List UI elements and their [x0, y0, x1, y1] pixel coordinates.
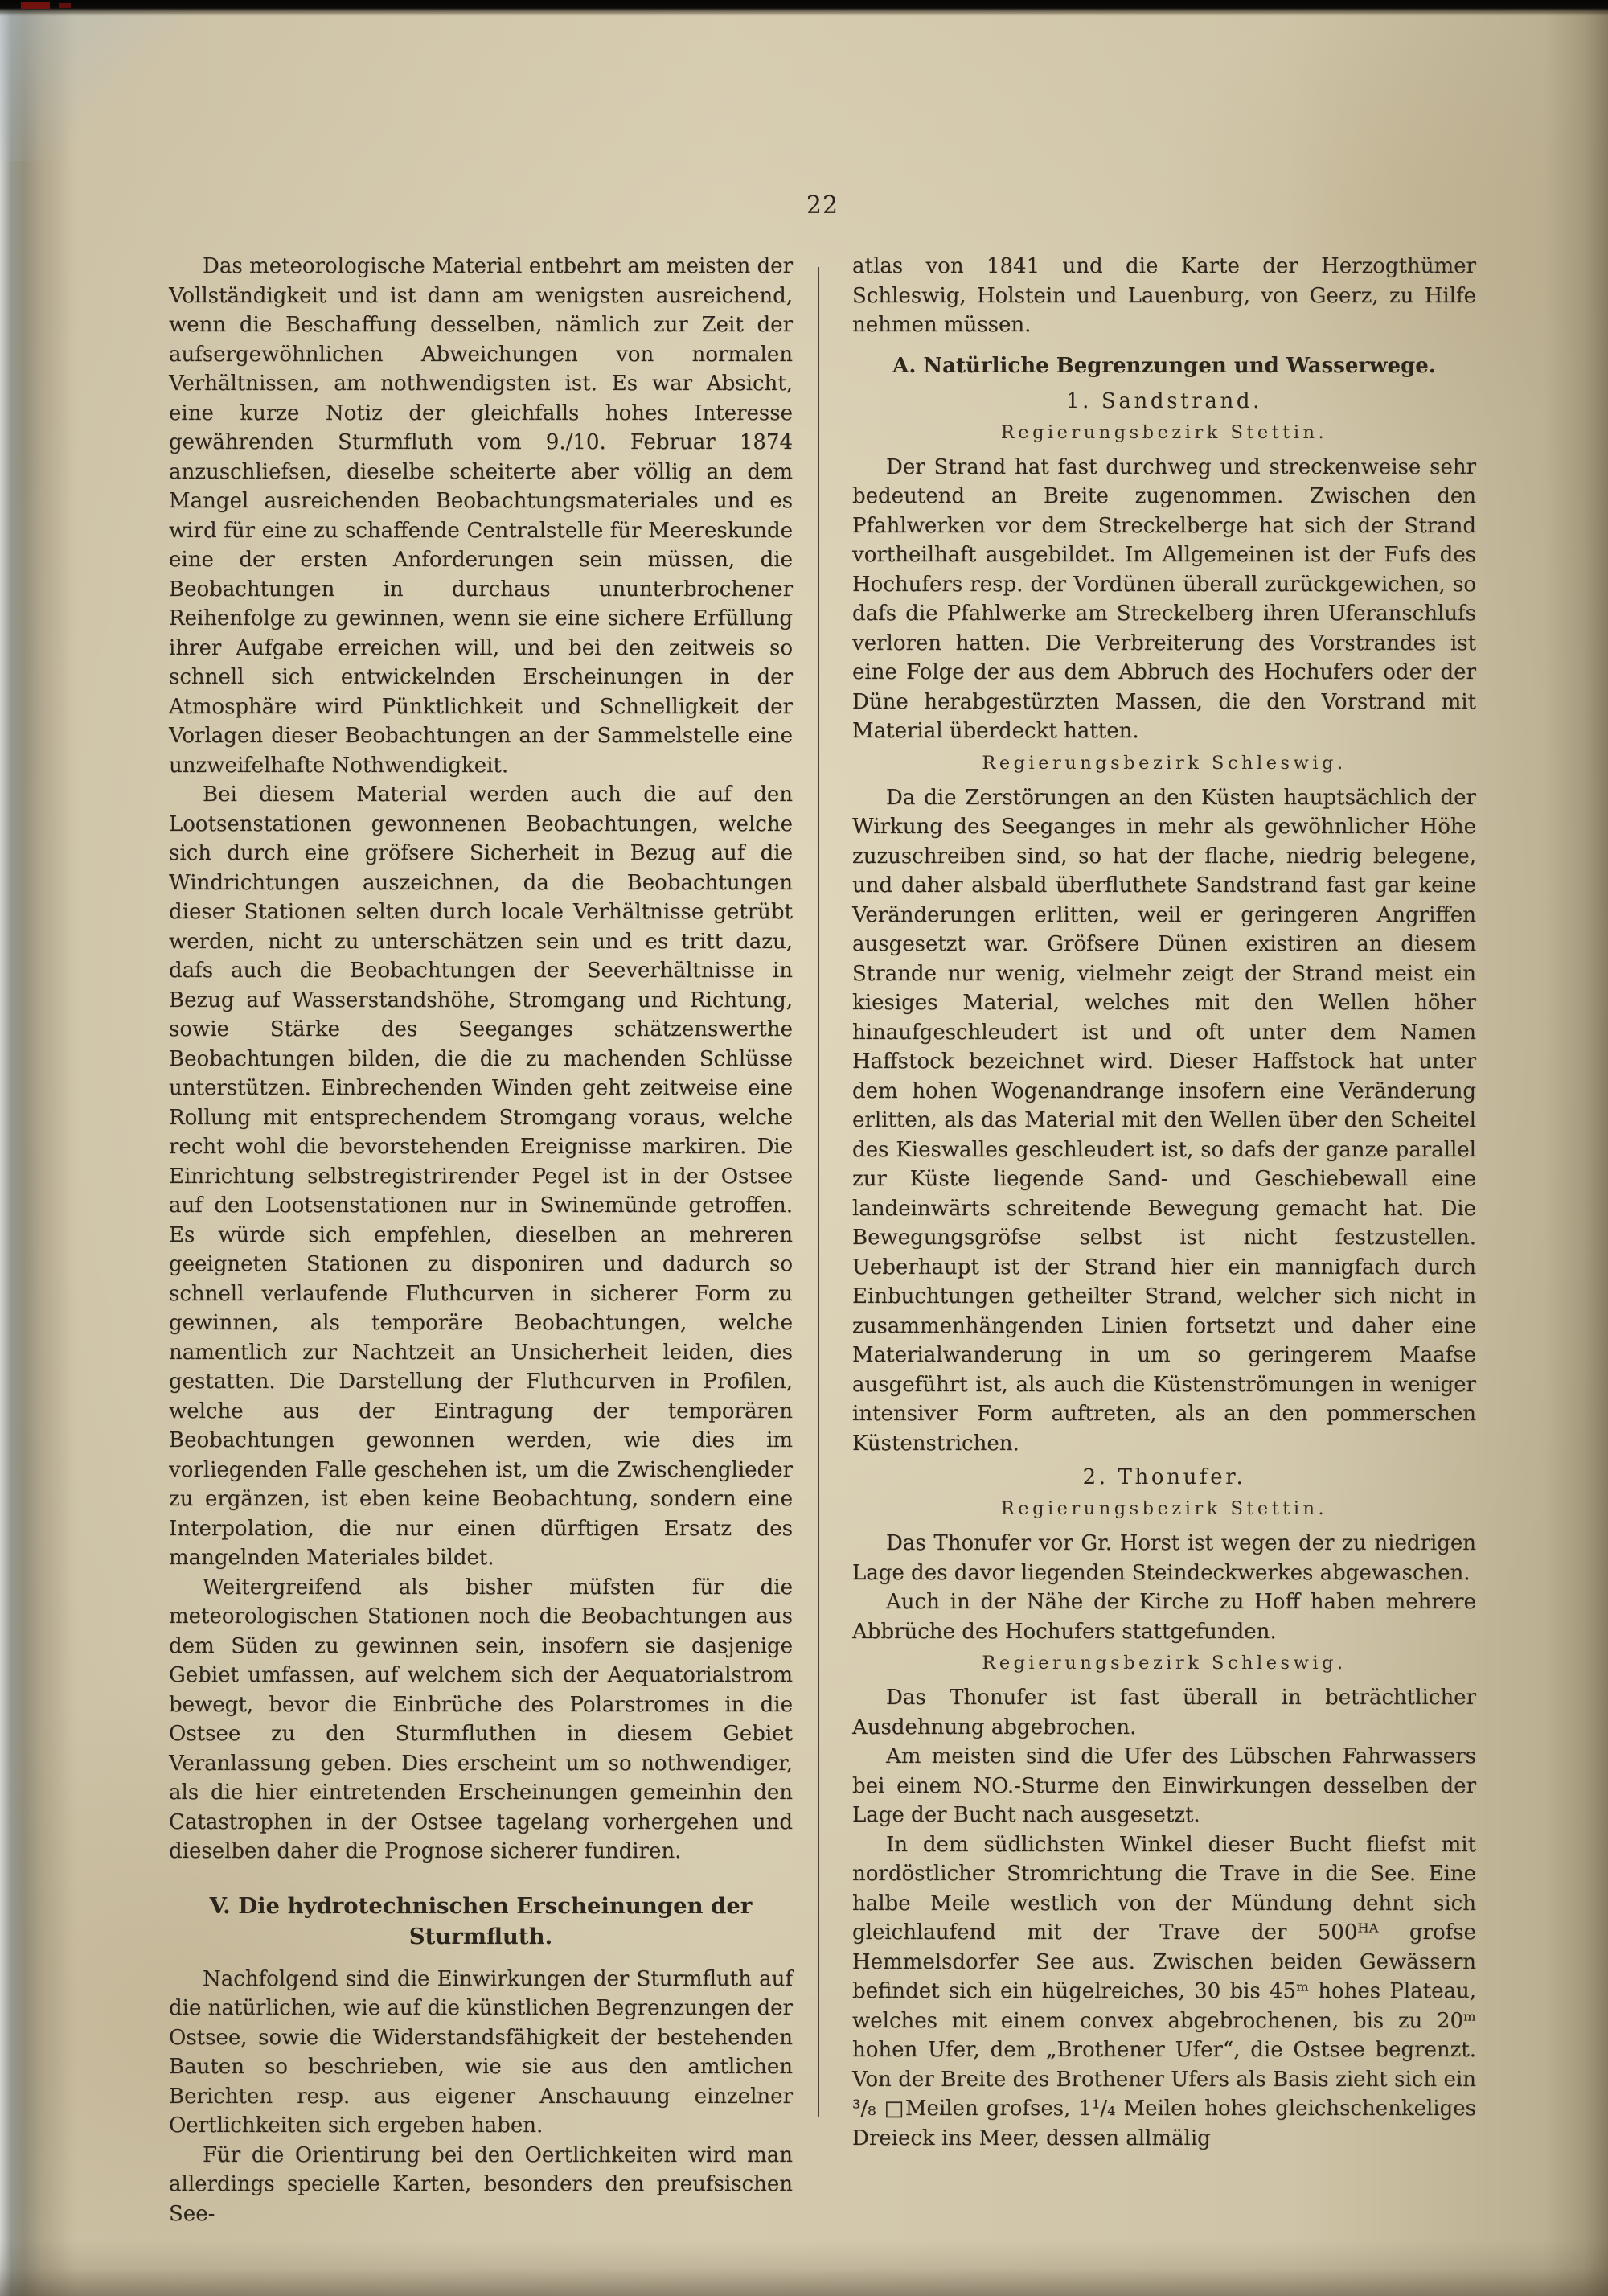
- scan-edge-right: [1544, 0, 1608, 2296]
- paragraph-orientirung: Für die Orientirung bei den Oertlichkeiten wird man allerdings specielle Karten, besonders den preufsischen See-: [169, 2142, 793, 2226]
- two-column-layout: [169, 252, 1476, 2228]
- paragraph-thonufer-schleswig: Das Thonufer ist fast überall in beträchtlicher Ausdehnung abgebrochen.: [852, 1686, 1476, 1739]
- paragraph-trave-hemmelsdorfer-see: In dem südlichsten Winkel dieser Bucht fliefst mit nordöstlicher Stromrichtung die Trave in die See. Eine halbe Meile westlich von der Mündung dehnt sich gleichlaufend mit der Trave der 500ᴴᴬ grofse Hemmelsdorfer See aus. Zwischen beiden Gewässern befindet sich ein hügelreiches, 30 bis 45ᵐ hohes Plateau, welches mit einem convex abgebrochenen, bis zu 20ᵐ hohen Ufer, dem „Brothener Ufer“, die Ostsee begrenzt. Von der Breite des Brothener Ufers als Basis zieht sich ein ³/₈ □Meilen grofses, 1¹/₄ Meilen hohes gleichschenkeliges Dreieck ins Meer, dessen allmälig: [852, 1832, 1476, 2150]
- paragraph-zerstoerungen-schleswig: Da die Zerstörungen an den Küsten hauptsächlich der Wirkung des Seeganges in mehr als gewöhnlicher Höhe zuzuschreiben sind, so hat der flache, niedrig belegene, und daher alsbald überfluthete Sandstrand fast gar keine Veränderungen erlitten, weil er geringeren Angriffen ausgesetzt war. Gröfsere Dünen existiren an diesem Strande nur wenig, vielmehr zeigt der Strand meist ein kiesiges Material, welches mit den Wellen höher hinaufgeschleudert ist und oft unter dem Namen Haffstock bezeichnet wird. Dieser Haffstock hat unter dem hohen Wogenandrange insofern eine Veränderung erlitten, als das Material mit den Wellen über den Scheitel des Kieswalles geschleudert ist, so dafs der ganze parallel zur Küste liegende Sand- und Geschiebewall eine landeinwärts schreitende Bewegung gemacht hat. Die Bewegungsgröfse selbst ist nicht festzustellen. Ueberhaupt ist der Strand hier ein mannigfach durch Einbuchtungen getheilter Strand, welcher sich nicht in zusammenhängenden Linien fortsetzt und daher eine Materialwanderung in um so geringerem Maafse ausgeführt ist, als auch die Küstenströmungen in weniger intensiver Form auftreten, als an den pommerschen Küstenstrichen.: [852, 785, 1476, 1456]
- scan-edge-bottom: [0, 2240, 1608, 2296]
- page-number: 22: [806, 191, 839, 220]
- subsection-heading-sandstrand: 1. Sandstrand.: [1065, 388, 1263, 413]
- paragraph-atlas-continuation: atlas von 1841 und die Karte der Herzogthümer Schleswig, Holstein und Lauenburg, von Geerz, zu Hilfe nehmen müssen.: [852, 254, 1476, 337]
- scan-edge-top: [0, 0, 1608, 16]
- paragraph-meteorological-material: Das meteorologische Material entbehrt am meisten der Vollständigkeit und ist dann am wenigsten ausreichend, wenn die Beschaffung desselben, nämlich zur Zeit der aufsergewöhnlichen Abweichungen von normalen Verhältnissen, am nothwendigsten ist. Es war Absicht, eine kurze Notiz der gleichfalls hohes Interesse gewährenden Sturmfluth vom 9./10. Februar 1874 anzuschliefsen, dieselbe scheiterte aber völlig an dem Mangel ausreichenden Beobachtungsmateriales und es wird für eine zu schaffende Centralstelle für Meereskunde eine der ersten Anforderungen sein müssen, die Beobachtungen in durchaus ununterbrochener Reihenfolge zu gewinnen, wenn sie eine sichere Erfüllung ihrer Aufgabe erreichen will, und bei den zeitweis so schnell sich entwickelnden Erscheinungen in der Atmosphäre wird Pünktlichkeit und Schnelligkeit der Vorlagen dieser Beobachtungen an der Sammelstelle eine unzweifelhafte Nothwendigkeit.: [169, 254, 793, 778]
- scan-edge-left: [0, 0, 72, 2296]
- text-area: [169, 191, 1476, 2228]
- section-heading-natuerliche-begrenzungen: A. Natürliche Begrenzungen und Wasserwege.: [892, 353, 1436, 378]
- subsection-heading-thonufer: 2. Thonufer.: [1082, 1465, 1246, 1489]
- paragraph-lootsen-stations: Bei diesem Material werden auch die auf den Lootsenstationen gewonnenen Beobachtungen, welche sich durch eine gröfsere Sicherheit in Bezug auf die Windrichtungen auszeichnen, da die Beobachtungen dieser Stationen selten durch locale Verhältnisse getrübt werden, nicht zu unterschätzen sein und es tritt dazu, dafs auch die Beobachtungen der Seeverhältnisse in Bezug auf Wasserstandshöhe, Stromgang und Richtung, sowie Stärke des Seeganges schätzenswerthe Beobachtungen bilden, die die zu machenden Schlüsse unterstützen. Einbrechenden Winden geht zeitweise eine Rollung mit entsprechendem Stromgang voraus, welche recht wohl die bevorstehenden Ereignisse markiren. Die Einrichtung selbstregistrirender Pegel ist in der Ostsee auf den Lootsenstationen nur in Swinemünde getroffen. Es würde sich empfehlen, dieselben an mehreren geeigneten Stationen zu disponiren und dadurch so schnell verlaufende Fluthcurven in sicherer Form zu gewinnen, als temporäre Beobachtungen, welche namentlich zur Nachtzeit an Unsicherheit leiden, dies gestatten. Die Darstellung der Fluthcurven in Profilen, welche aus der Eintragung der temporären Beobachtungen gewonnen werden, wie dies im vorliegenden Falle geschehen ist, um die Zwischenglieder zu ergänzen, ist eben keine Beobachtung, sondern eine Interpolation, die nur einen dürftigen Ersatz des mangelnden Materiales bildet.: [169, 782, 793, 1570]
- scan-artifact-red-mark: [21, 2, 50, 9]
- subsubheading-regierungsbezirk-stettin-2: Regierungsbezirk Stettin.: [1000, 1498, 1328, 1519]
- scan-corner-top-left: [0, 0, 193, 161]
- right-column: [852, 252, 1476, 2228]
- left-column: [169, 252, 793, 2228]
- paragraph-nachfolgend: Nachfolgend sind die Einwirkungen der Sturmfluth auf die natürlichen, wie auf die künstlichen Begrenzungen der Ostsee, sowie die Widerstandsfähigkeit der bestehenden Bauten so beschrieben, wie sie aus den amtlichen Berichten resp. aus eigener Anschauung einzelner Oertlichkeiten sich ergeben haben.: [169, 1966, 793, 2138]
- subsubheading-regierungsbezirk-stettin: Regierungsbezirk Stettin.: [1000, 421, 1328, 443]
- section-heading-hydrotechnische-erscheinungen: V. Die hydrotechnischen Erscheinungen der Sturmfluth.: [209, 1892, 753, 1949]
- subsubheading-regierungsbezirk-schleswig-2: Regierungsbezirk Schleswig.: [982, 1653, 1347, 1674]
- scan-artifact-red-mark: [59, 3, 71, 8]
- paragraph-kirche-zu-hoff: Auch in der Nähe der Kirche zu Hoff haben mehrere Abbrüche des Hochufers stattgefunden.: [852, 1590, 1476, 1644]
- paragraph-strand-stettin: Der Strand hat fast durchweg und streckenweise sehr bedeutend an Breite zugenommen. Zwischen den Pfahlwerken vor dem Streckelberge hat sich der Strand vortheilhaft ausgebildet. Im Allgemeinen ist der Fufs des Hochufers resp. der Vordünen überall zurückgewichen, so dafs die Pfahlwerke am Streckelberg ihren Uferanschlufs verloren hatten. Die Verbreiterung des Vorstrandes ist eine Folge der aus dem Abbruch des Hochufers oder der Düne herabgestürzten Massen, die den Vorstrand mit Material überdeckt hatten.: [852, 454, 1476, 743]
- paragraph-weitergreifend: Weitergreifend als bisher müfsten für die meteorologischen Stationen noch die Beobachtungen aus dem Süden zu gewinnen sein, insofern sie dasjenige Gebiet umfassen, auf welchem sich der Aequatorialstrom bewegt, bevor die Einbrüche des Polarstromes in die Ostsee zu den Sturmfluthen in diesem Gebiet Veranlassung geben. Dies erscheint um so nothwendiger, als die hier eintretenden Erscheinungen gemeinhin den Catastrophen in der Ostsee tagelang vorhergehen und dieselben daher die Prognose sicherer fundiren.: [169, 1575, 793, 1863]
- paragraph-luebsches-fahrwasser: Am meisten sind die Ufer des Lübschen Fahrwassers bei einem NO.-Sturme den Einwirkungen desselben der Lage der Bucht nach ausgesetzt.: [852, 1744, 1476, 1827]
- subsubheading-regierungsbezirk-schleswig: Regierungsbezirk Schleswig.: [982, 752, 1347, 774]
- paragraph-thonufer-gr-horst: Das Thonufer vor Gr. Horst ist wegen der zu niedrigen Lage des davor liegenden Steindeckwerkes abgewaschen.: [852, 1531, 1476, 1585]
